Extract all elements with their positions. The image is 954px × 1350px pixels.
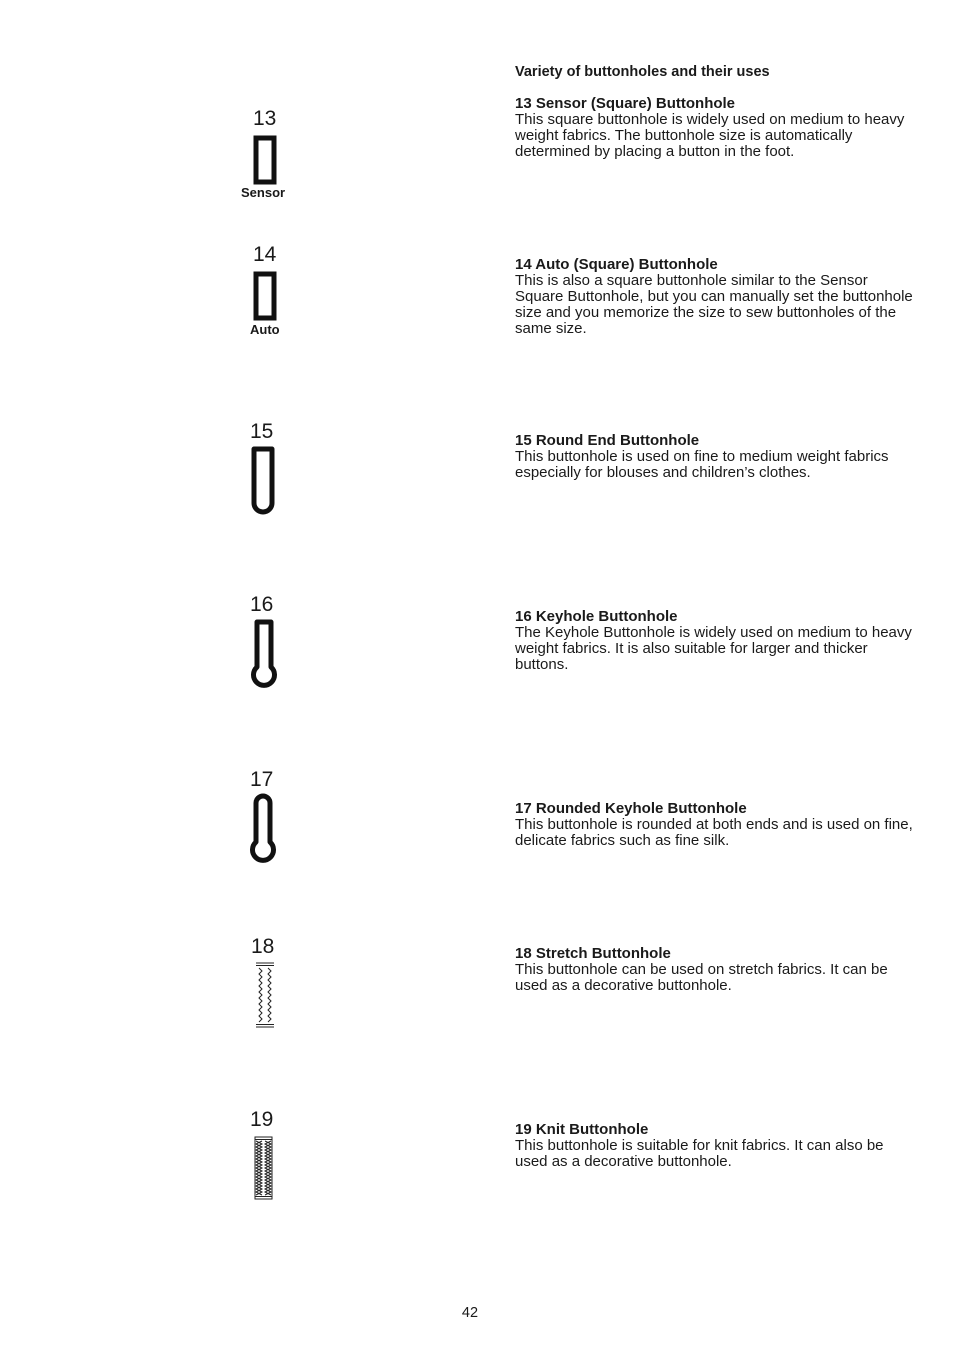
item-17-description: [515, 801, 915, 849]
square-buttonhole-icon: [253, 135, 277, 185]
item-13-body: This square buttonhole is widely used on medium to heavy weight fabrics. The buttonhole size is automatically determined by placing a button in the foot.: [515, 111, 905, 160]
item-14-sublabel: Auto: [250, 322, 280, 337]
round-end-buttonhole-icon: [251, 446, 275, 516]
item-16-title: 16 Keyhole Buttonhole: [515, 608, 678, 625]
knit-buttonhole-icon: [253, 1135, 275, 1203]
item-16-description: [515, 609, 915, 673]
item-13-number: 13: [253, 107, 277, 130]
square-buttonhole-icon: [253, 271, 277, 321]
item-16-body: The Keyhole Buttonhole is widely used on medium to heavy weight fabrics. It is also suitable for larger and thicker buttons.: [515, 624, 912, 673]
item-15-body: This buttonhole is used on fine to medium weight fabrics especially for blouses and children’s clothes.: [515, 448, 889, 481]
item-14-body: This is also a square buttonhole similar to the Sensor Square Buttonhole, but you can manually set the buttonhole size and you memorize the size to sew buttonholes of the same size.: [515, 272, 913, 337]
item-13-description: [515, 96, 915, 160]
item-16-number: 16: [250, 593, 274, 616]
item-14-title: 14 Auto (Square) Buttonhole: [515, 256, 718, 273]
item-17-number: 17: [250, 768, 274, 791]
item-15-number: 15: [250, 420, 274, 443]
item-19-number: 19: [250, 1108, 274, 1131]
item-18-description: [515, 946, 915, 994]
keyhole-buttonhole-icon: [250, 619, 278, 689]
item-17-body: This buttonhole is rounded at both ends and is used on fine, delicate fabrics such as fine silk.: [515, 816, 913, 849]
item-19-body: This buttonhole is suitable for knit fabrics. It can also be used as a decorative buttonhole.: [515, 1137, 884, 1170]
stretch-buttonhole-icon: [254, 961, 276, 1031]
item-17-title: 17 Rounded Keyhole Buttonhole: [515, 800, 747, 817]
item-19-description: [515, 1122, 915, 1170]
rounded-keyhole-buttonhole-icon: [249, 793, 277, 863]
item-18-title: 18 Stretch Buttonhole: [515, 945, 671, 962]
page-heading: Variety of buttonholes and their uses: [515, 64, 770, 80]
item-19-title: 19 Knit Buttonhole: [515, 1121, 649, 1138]
item-18-number: 18: [251, 935, 275, 958]
page-number: 42: [461, 1305, 479, 1321]
item-13-title: 13 Sensor (Square) Buttonhole: [515, 95, 736, 112]
item-15-description: [515, 433, 915, 481]
item-13-sublabel: Sensor: [241, 185, 286, 200]
item-15-title: 15 Round End Buttonhole: [515, 432, 700, 449]
item-18-body: This buttonhole can be used on stretch fabrics. It can be used as a decorative buttonhole.: [515, 961, 888, 994]
item-14-number: 14: [253, 243, 277, 266]
item-14-description: [515, 257, 915, 337]
